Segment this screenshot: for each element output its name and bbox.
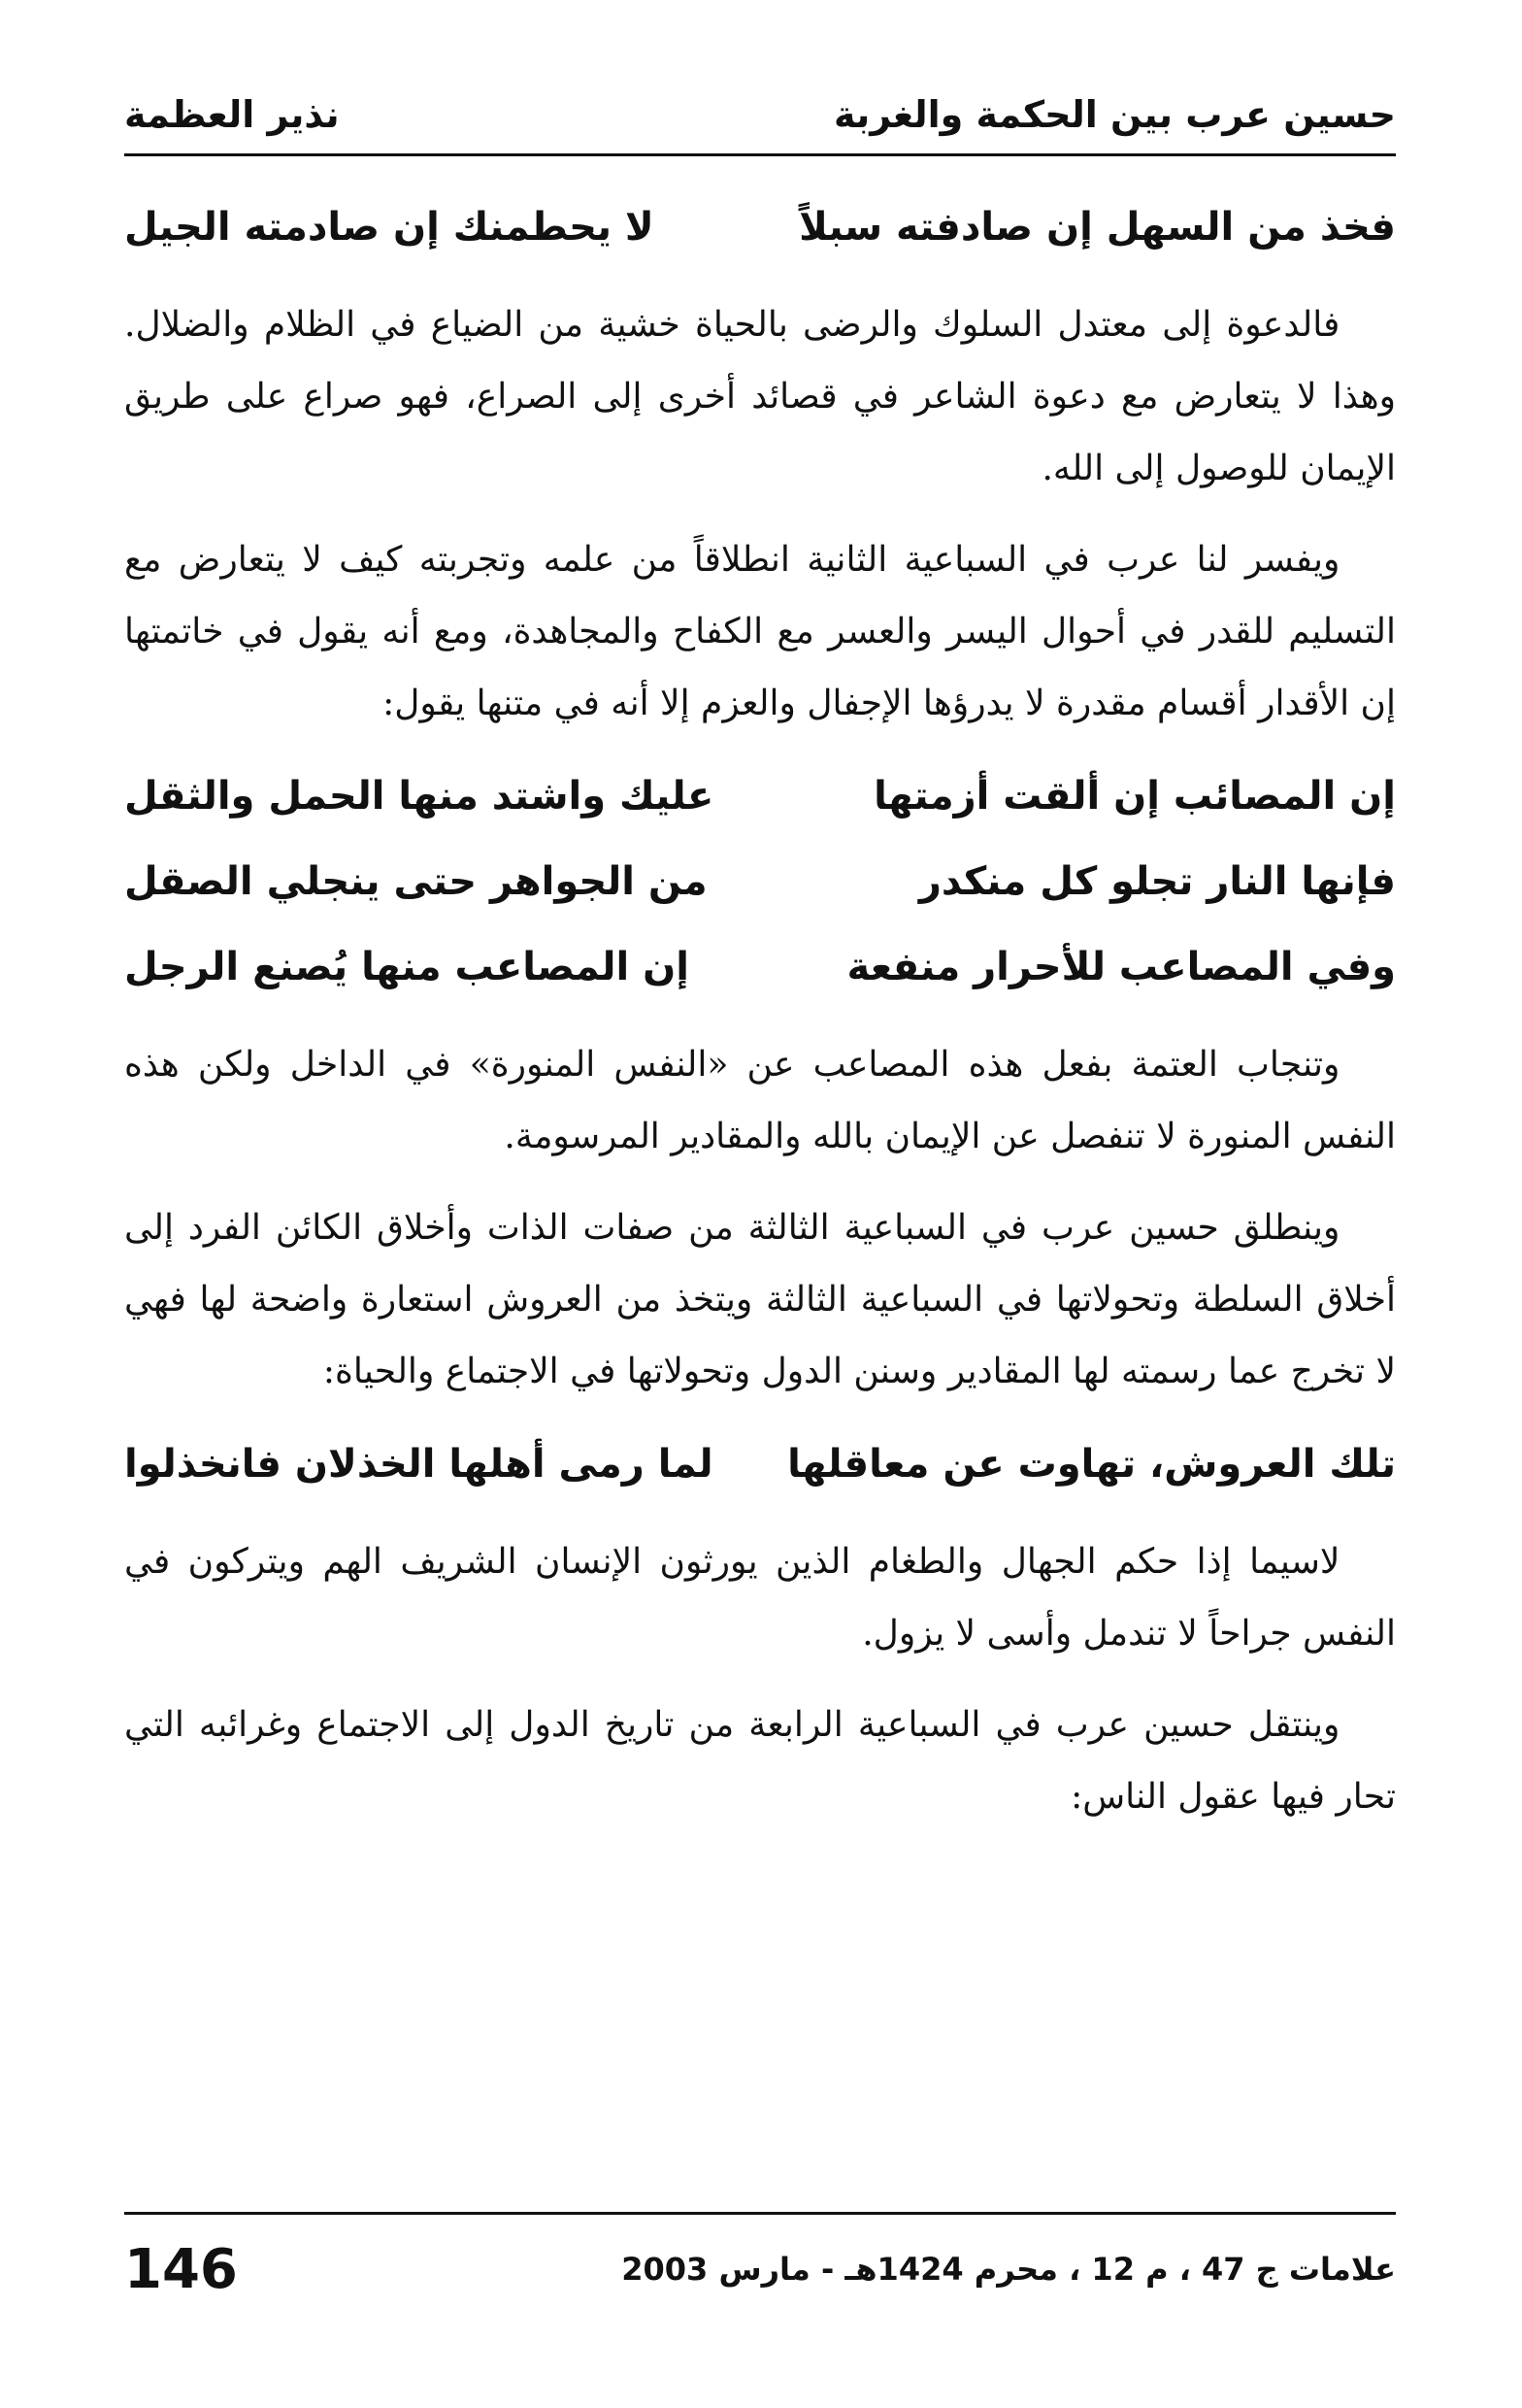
paragraph: وينطلق حسين عرب في السباعية الثالثة من صفات الذات وأخلاق الكائن الفرد إلى أخلاق السلطة وتحولاتها في السباعية الثالثة ويتخذ من العروش استعارة واضحة لها فهي لا تخرج عما رسمته لها المقادير وسنن الدول وتحولاتها في الاجتماع والحياة: (124, 1208, 1396, 1391)
verse-first-hemistich: فخذ من السهل إن صادفته سبلاً (799, 205, 1396, 250)
journal-issue-info: علامات ج 47 ، م 12 ، محرم 1424هـ - مارس 2003 (621, 2251, 1396, 2288)
page-body (124, 184, 1396, 2194)
paragraph: ويفسر لنا عرب في السباعية الثانية انطلاقاً من علمه وتجربته كيف لا يتعارض مع التسليم للقدر في أحوال اليسر والعسر مع الكفاح والمجاهدة، ومع أنه يقول في خاتمتها إن الأقدار أقسام مقدرة لا يدرؤها الإجفال والعزم إلا أنه في متنها يقول: (124, 540, 1396, 723)
verse-line (124, 1421, 1396, 1507)
verse-line (124, 184, 1396, 270)
author-name: نذير العظمة (124, 93, 340, 136)
verse-second-hemistich: من الجواهر حتى ينجلي الصقل (124, 859, 708, 904)
verse-second-hemistich: عليك واشتد منها الحمل والثقل (124, 774, 714, 819)
verse-line (124, 924, 1396, 1010)
running-footer (124, 2225, 1396, 2313)
verse-second-hemistich: إن المصاعب منها يُصنع الرجل (124, 945, 689, 989)
verse-line (124, 839, 1396, 924)
paragraph: وتنجاب العتمة بفعل هذه المصاعب عن «النفس المنورة» في الداخل ولكن هذه النفس المنورة لا تنفصل عن الإيمان بالله والمقادير المرسومة. (124, 1045, 1396, 1156)
paragraph: لاسيما إذا حكم الجهال والطغام الذين يورثون الإنسان الشريف الهم ويتركون في النفس جراحاً لا تندمل وأسى لا يزول. (124, 1542, 1396, 1654)
verse-first-hemistich: وفي المصاعب للأحرار منفعة (846, 945, 1396, 989)
book-title: حسين عرب بين الحكمة والغربة (833, 93, 1396, 136)
header-rule (124, 153, 1396, 156)
verse-second-hemistich: لما رمى أهلها الخذلان فانخذلوا (124, 1442, 713, 1487)
page-number: 146 (124, 2237, 238, 2301)
paragraph: فالدعوة إلى معتدل السلوك والرضى بالحياة خشية من الضياع في الظلام والضلال. وهذا لا يتعارض مع دعوة الشاعر في قصائد أخرى إلى الصراع، فهو صراع على طريق الإيمان للوصول إلى الله. (124, 305, 1396, 488)
running-header (124, 58, 1396, 148)
verse-first-hemistich: فإنها النار تجلو كل منكدر (918, 859, 1396, 904)
verse-line (124, 753, 1396, 839)
verse-second-hemistich: لا يحطمنك إن صادمته الجيل (124, 205, 654, 250)
footer-rule (124, 2212, 1396, 2215)
verse-first-hemistich: إن المصائب إن ألقت أزمتها (874, 774, 1396, 819)
paragraph: وينتقل حسين عرب في السباعية الرابعة من تاريخ الدول إلى الاجتماع وغرائبه التي تحار فيها عقول الناس: (124, 1705, 1396, 1817)
verse-first-hemistich: تلك العروش، تهاوت عن معاقلها (787, 1442, 1396, 1487)
book-page (124, 58, 1396, 2369)
